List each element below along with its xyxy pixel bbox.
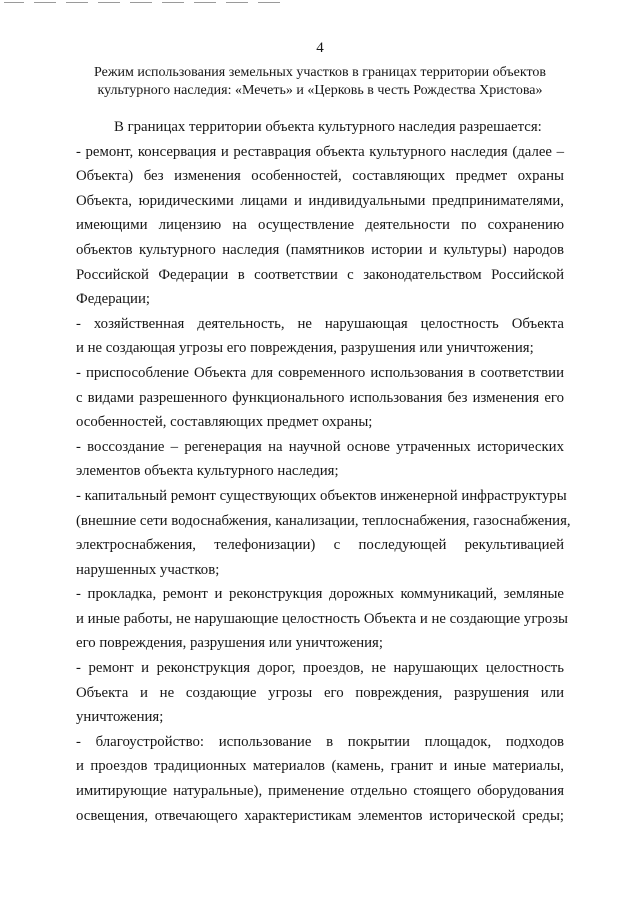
body-line: имеющими лицензию на осуществление деятельности по сохранению xyxy=(76,217,564,234)
document-body xyxy=(76,115,571,828)
body-line: - капитальный ремонт существующих объектов инженерной инфраструктуры xyxy=(76,487,567,504)
body-line: элементов объекта культурного наследия; xyxy=(76,463,339,480)
document-heading xyxy=(70,64,570,100)
body-line: нарушенных участков; xyxy=(76,561,220,578)
body-line: (внешние сети водоснабжения, канализации, теплоснабжения, газоснабжения, xyxy=(76,512,571,529)
body-line: Объекта и не создающие угрозы его повреждения, разрушения или xyxy=(76,684,564,701)
body-line: и не создающая угрозы его повреждения, разрушения или уничтожения; xyxy=(76,340,534,357)
body-line: электроснабжения, телефонизации) с последующей рекультивацией xyxy=(76,537,564,554)
body-line: освещения, отвечающего характеристикам элементов исторической среды; xyxy=(76,807,564,824)
body-line: Федерации; xyxy=(76,291,150,308)
page-number: 4 xyxy=(316,40,324,56)
body-line: его повреждения, разрушения или уничтожения; xyxy=(76,635,383,652)
body-line: - приспособление Объекта для современного использования в соответствии xyxy=(76,364,564,381)
body-line: и проездов традиционных материалов (камень, гранит и иные материалы, xyxy=(76,758,564,775)
intro-line: В границах территории объекта культурного наследия разрешается: xyxy=(114,119,542,135)
body-line: Российской Федерации в соответствии с законодательством Российской xyxy=(76,266,564,283)
body-line: Объекта, юридическими лицами и индивидуальными предпринимателями, xyxy=(76,192,564,209)
body-line: с видами разрешенного функционального использования без изменения его xyxy=(76,389,564,406)
body-line: объектов культурного наследия (памятников истории и культуры) народов xyxy=(76,241,564,258)
heading-line: Режим использования земельных участков в границах территории объектов xyxy=(94,65,546,80)
scan-top-edge-rule xyxy=(0,0,300,6)
body-line: и иные работы, не нарушающие целостность Объекта и не создающие угрозы xyxy=(76,610,568,627)
body-line: - благоустройство: использование в покрытии площадок, подходов xyxy=(76,733,564,750)
body-line: - прокладка, ремонт и реконструкция дорожных коммуникаций, земляные xyxy=(76,586,564,603)
body-line: Объекта) без изменения особенностей, составляющих предмет охраны xyxy=(76,168,564,185)
body-line: - воссоздание – регенерация на научной основе утраченных исторических xyxy=(76,438,564,455)
heading-line: культурного наследия: «Мечеть» и «Церковь в честь Рождества Христова» xyxy=(97,83,543,98)
body-line: - ремонт, консервация и реставрация объекта культурного наследия (далее – xyxy=(76,143,564,160)
body-line: уничтожения; xyxy=(76,709,164,726)
body-line: особенностей, составляющих предмет охраны; xyxy=(76,414,373,431)
body-line: - ремонт и реконструкция дорог, проездов, не нарушающих целостность xyxy=(76,660,564,677)
body-line: - хозяйственная деятельность, не нарушающая целостность Объекта xyxy=(76,315,564,332)
body-line: имитирующие натуральные), применение отдельно стоящего оборудования xyxy=(76,783,564,800)
